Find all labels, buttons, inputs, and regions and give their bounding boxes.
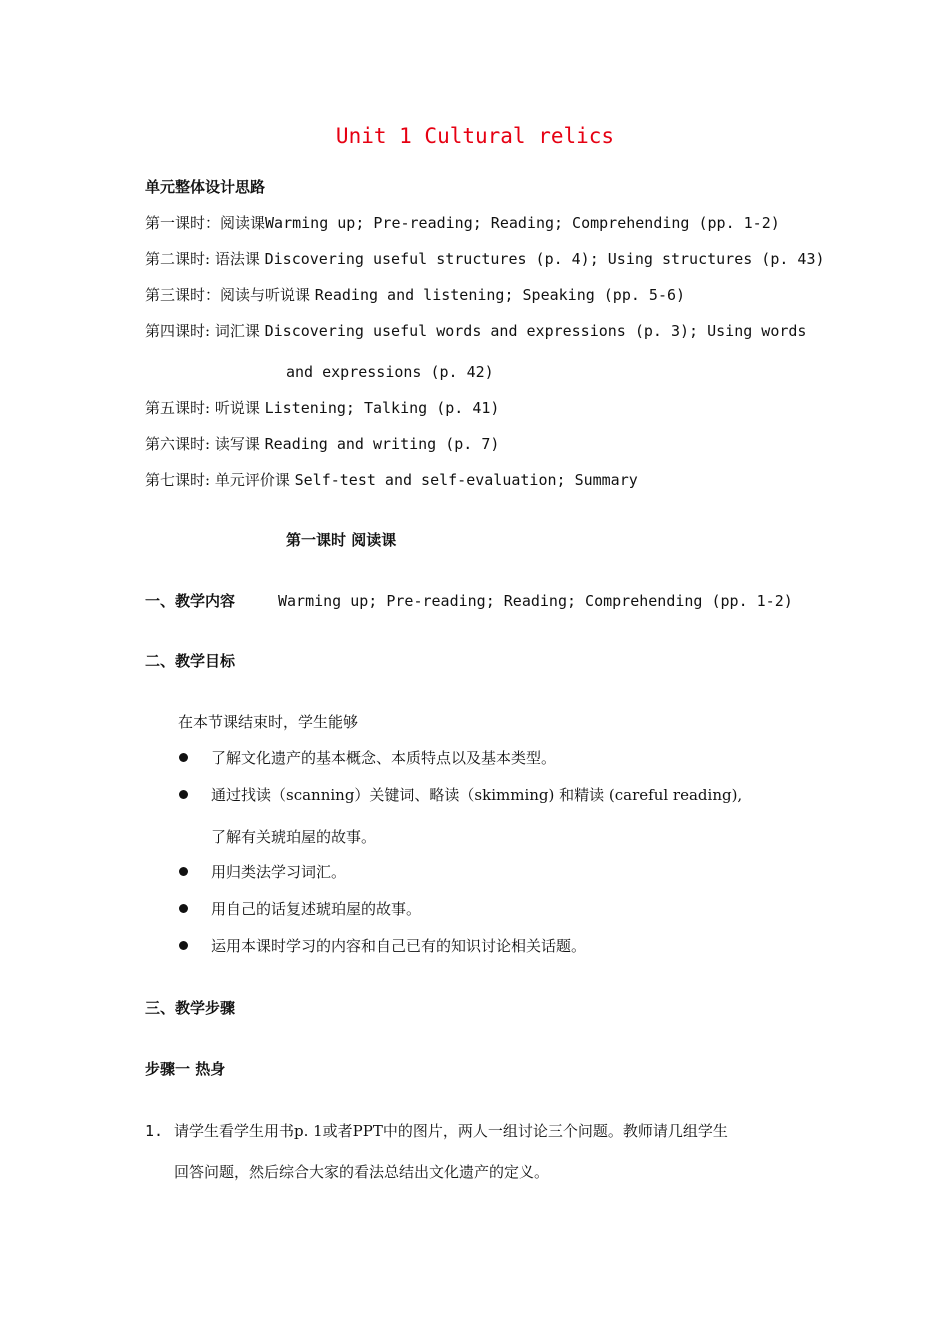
step-number: 1.	[145, 1122, 164, 1140]
lesson-item	[145, 213, 780, 233]
lesson-content: Reading and writing (p. 7)	[264, 435, 500, 453]
unit-design-heading: 单元整体设计思路	[145, 178, 266, 196]
bullet-icon	[179, 790, 188, 799]
lesson-one-heading: 第一课时 阅读课	[286, 531, 397, 549]
lesson-content: Discovering useful structures (p. 4); Using structures (p. 43)	[264, 250, 825, 268]
lesson-content: Reading and listening; Speaking (pp. 5-6)	[314, 286, 686, 304]
document-title: Unit 1 Cultural relics	[335, 124, 615, 148]
bullet-icon	[179, 867, 188, 876]
lesson-content-continued: and expressions (p. 42)	[286, 363, 494, 381]
objectives-intro: 在本节课结束时，学生能够	[178, 713, 359, 731]
step-text-line: 请学生看学生用书p. 1或者PPT中的图片，两人一组讨论三个问题。教师请几组学生	[174, 1122, 728, 1140]
section-three-heading: 三、教学步骤	[145, 999, 236, 1017]
step-text-line: 回答问题，然后综合大家的看法总结出文化遗产的定义。	[174, 1163, 550, 1181]
lesson-content: Discovering useful words and expressions (p. 3); Using words	[264, 322, 807, 340]
section-two-heading: 二、教学目标	[145, 652, 236, 670]
section-one-heading: 一、教学内容	[145, 592, 236, 610]
lesson-item	[145, 470, 638, 490]
bullet-icon	[179, 904, 188, 913]
lesson-label: 第七课时: 单元评价课	[145, 471, 290, 489]
objective-item: 用归类法学习词汇。	[211, 863, 347, 881]
lesson-item	[145, 398, 499, 418]
lesson-item	[145, 434, 499, 454]
objective-item: 通过找读（scanning）关键词、略读（skimming) 和精读 (careful reading),	[211, 786, 743, 804]
lesson-content: Self-test and self-evaluation; Summary	[294, 471, 638, 489]
step-one-heading: 步骤一 热身	[145, 1060, 226, 1078]
lesson-item	[145, 249, 825, 269]
lesson-item	[145, 321, 806, 341]
lesson-item	[145, 285, 685, 305]
bullet-icon	[179, 753, 188, 762]
objective-item: 用自己的话复述琥珀屋的故事。	[211, 900, 422, 918]
lesson-label: 第一课时：阅读课	[145, 214, 266, 232]
lesson-content: Listening; Talking (p. 41)	[264, 399, 500, 417]
lesson-content: Warming up; Pre-reading; Reading; Comprehending (pp. 1-2)	[265, 214, 780, 232]
objective-item: 了解文化遗产的基本概念、本质特点以及基本类型。	[211, 749, 557, 767]
objective-item: 运用本课时学习的内容和自己已有的知识讨论相关话题。	[211, 937, 587, 955]
lesson-label: 第五课时: 听说课	[145, 399, 260, 417]
lesson-label: 第六课时: 读写课	[145, 435, 260, 453]
bullet-icon	[179, 941, 188, 950]
objective-item-continued: 了解有关琥珀屋的故事。	[211, 828, 377, 846]
lesson-label: 第三课时：阅读与听说课	[145, 286, 311, 304]
lesson-label: 第四课时: 词汇课	[145, 322, 260, 340]
lesson-label: 第二课时: 语法课	[145, 250, 260, 268]
section-one-content: Warming up; Pre-reading; Reading; Comprehending (pp. 1-2)	[278, 592, 793, 610]
